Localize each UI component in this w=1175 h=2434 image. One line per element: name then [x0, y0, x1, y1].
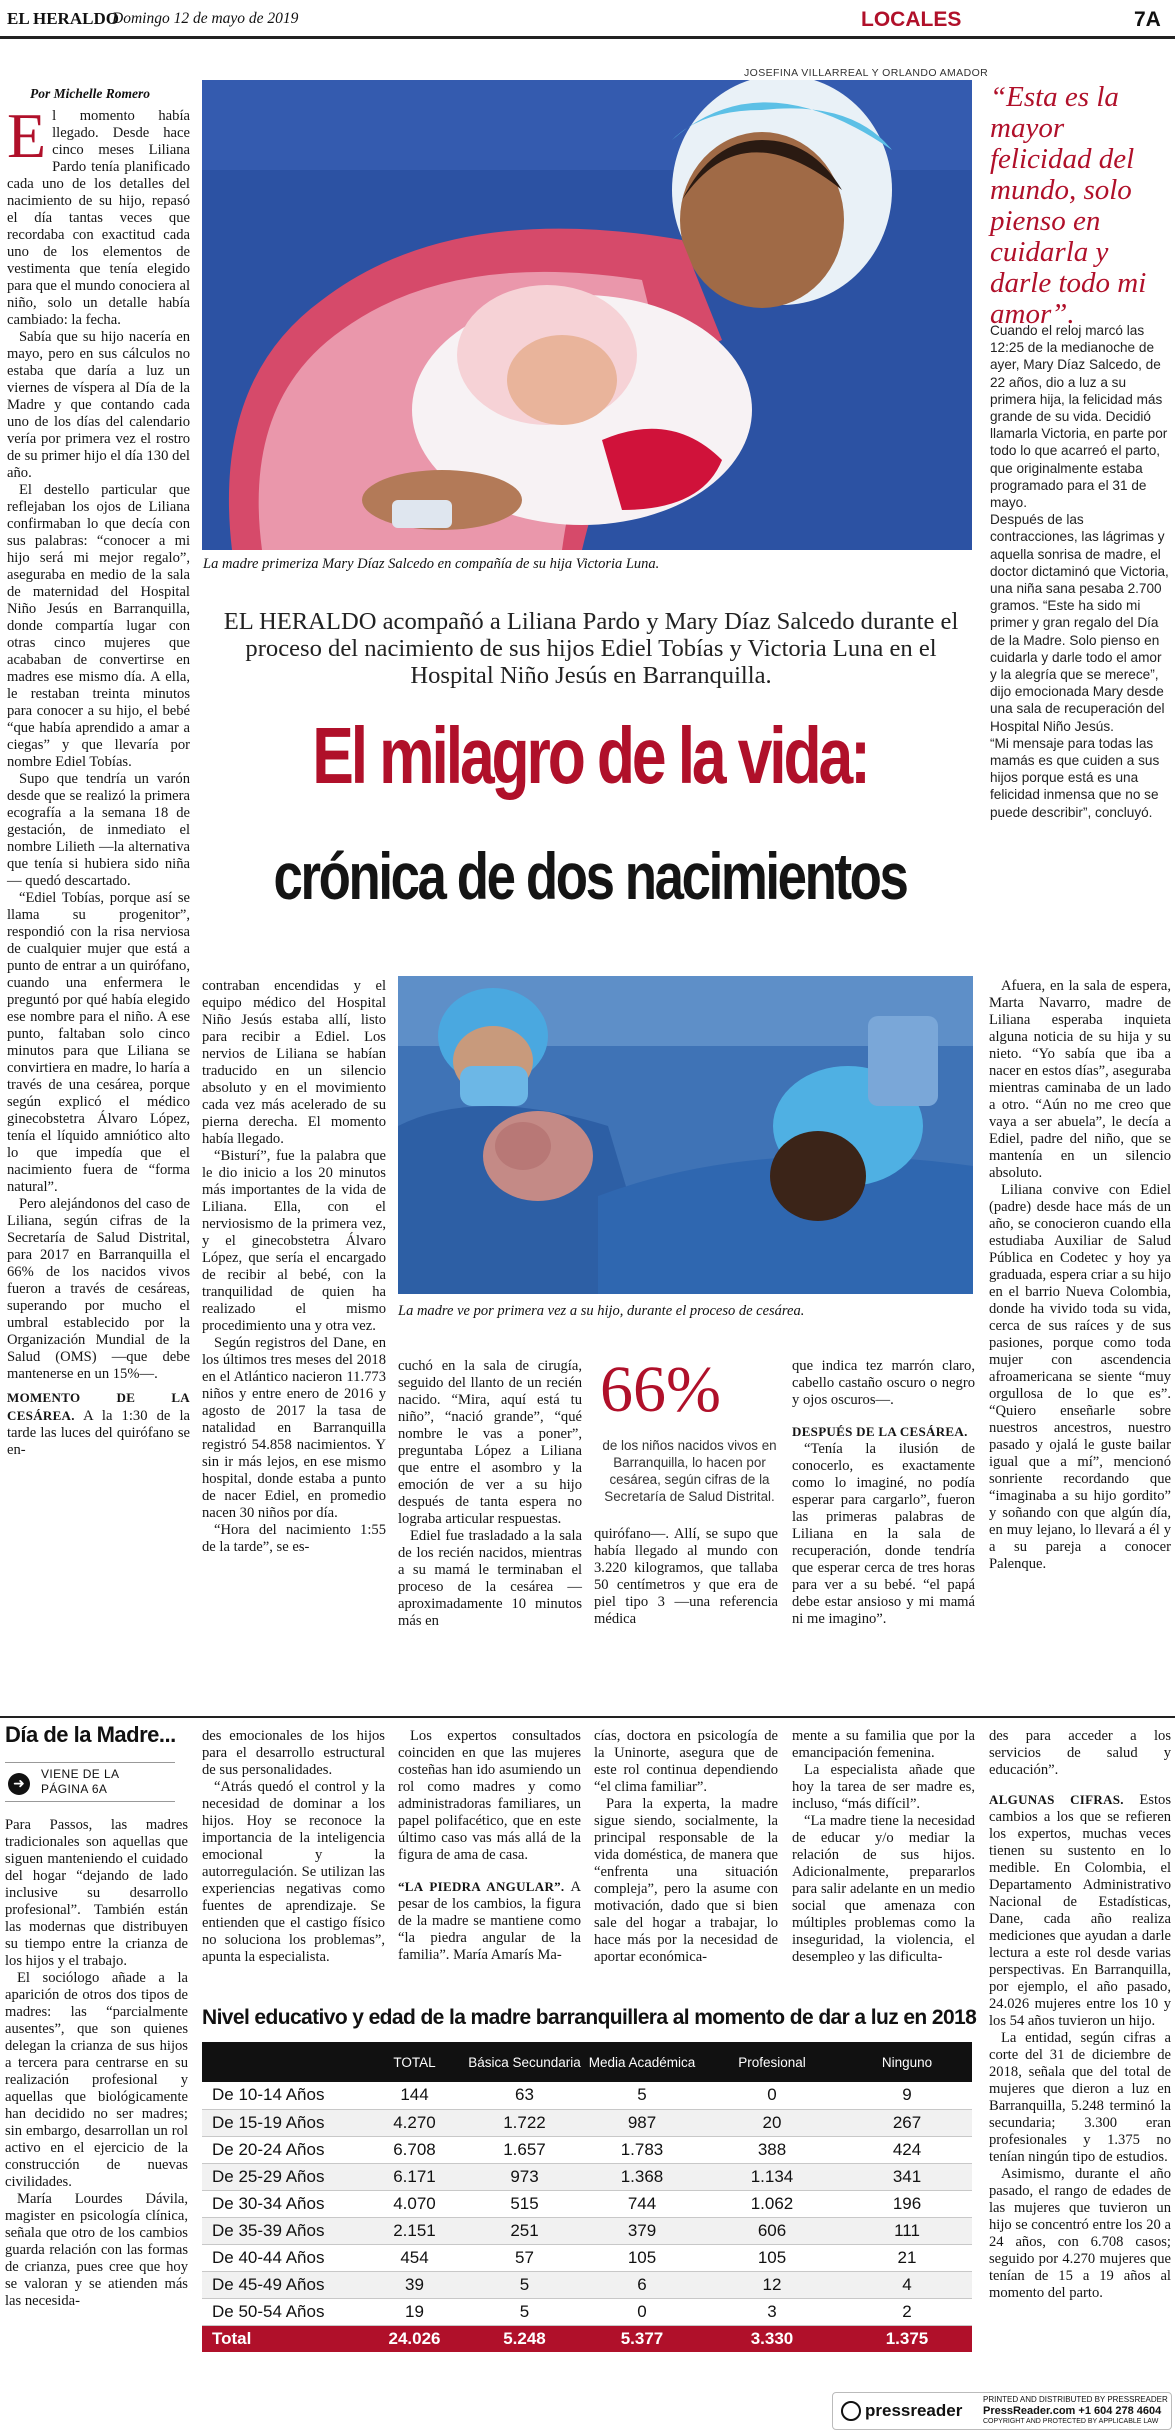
table-cell: 973	[467, 2163, 582, 2190]
table-row	[202, 2109, 972, 2136]
paragraph: Para Passos, las madres tradicionales son aquellas que siguen manteniendo el cuidado del hogar “dejando de lado inclusive su desarrollo profesional”. También están las modernas que distribuyen su tiempo entre la crianza de los hijos y el trabajo.	[5, 1817, 188, 1969]
table-cell: De 45-49 Años	[202, 2271, 362, 2298]
paragraph: des para acceder a los servicios de salud y educación”.	[989, 1728, 1171, 1778]
table-total-cell: 5.248	[467, 2325, 582, 2352]
table-cell: 4	[842, 2271, 972, 2298]
table-cell: 1.368	[582, 2163, 702, 2190]
table-cell: 57	[467, 2244, 582, 2271]
table-column-header: Básica Secundaria	[467, 2042, 582, 2082]
table-cell: 5	[467, 2298, 582, 2325]
bottom-column-5	[792, 1728, 975, 1966]
paragraph: A pesar de los cambios, la figura de la madre se mantiene como “la piedra angular de la familia”. María Amarís Ma-	[398, 1879, 582, 1963]
paragraph: “Tenía la ilusión de conocerlo, es exactamente como lo imaginé, no podía esperar para cargarlo”, fueron las primeras palabras de Liliana en la sala de recuperación, donde tendría que esperar cerca de tres horas para ver a su bebé. “el papá debe estar ansioso y mi mamá ni me imagino”.	[792, 1441, 975, 1627]
table-cell: 0	[582, 2298, 702, 2325]
table-cell: De 20-24 Años	[202, 2136, 362, 2163]
table-column-header: Ninguno	[842, 2042, 972, 2082]
table-cell: 6	[582, 2271, 702, 2298]
table-column-header	[202, 2042, 362, 2082]
footer-line-3: COPYRIGHT AND PROTECTED BY APPLICABLE LAW	[983, 2418, 1159, 2425]
side-story	[990, 322, 1170, 821]
table-cell: 63	[467, 2082, 582, 2109]
article-column-1	[7, 100, 190, 1673]
paragraph: quirófano—. Allí, se supo que había llegado al mundo con 3.220 kilogramos, que tallaba 50 centímetros y que era de piel tipo 3 —una referencia médica	[594, 1526, 778, 1627]
table-row	[202, 2082, 972, 2109]
table-cell: 6.708	[362, 2136, 467, 2163]
paragraph: La entidad, según cifras a corte del 31 de diciembre de 2018, señala que del total de mujeres que dieron a luz en Barranquilla, 5.248 terminó la secundaria; 3.300 eran profesionales y 1.375 no tenían ningún tipo de estudios.	[989, 2030, 1171, 2165]
table-title: Nivel educativo y edad de la madre barranquillera al momento de dar a luz en 2018	[202, 2006, 977, 2029]
paragraph: Ediel fue trasladado a la sala de los recién nacidos, mientras a su mamá le terminaban el proceso de la cesárea —aproximadamente 10 minutos más en	[398, 1528, 582, 1629]
table-cell: 606	[702, 2217, 842, 2244]
paragraph: El sociólogo añade a la aparición de otros dos tipos de madres: las “parcialmente ausentes”, que son quienes delegan la crianza de sus hijos a tercera para centrarse en su realización profesional y aquellas que biológicamente han decidido no ser madres; sin embargo, desarrollan un rol activo en el ejercicio de la construcción de nuevas civilidades.	[5, 1970, 188, 2190]
stat-value: 66%	[600, 1353, 721, 1426]
table-row	[202, 2136, 972, 2163]
table-cell: 105	[702, 2244, 842, 2271]
page-header	[0, 0, 1175, 40]
table-cell: De 10-14 Años	[202, 2082, 362, 2109]
table-cell: 39	[362, 2271, 467, 2298]
article-column-2	[202, 978, 386, 1556]
section-name: LOCALES	[861, 8, 962, 31]
table-cell: 111	[842, 2217, 972, 2244]
byline: Por Michelle Romero	[30, 86, 150, 101]
paragraph: cuchó en la sala de cirugía, seguido del llanto de un recién nacido. “Mira, aquí está tu niño”, “nació grande”, “qué nombre le vas a poner”, preguntaba López a Liliana que entre el asombro y la emoción de ver a su hijo después de tanta espera no lograba articular respuestas.	[398, 1358, 582, 1527]
table-cell: 2	[842, 2298, 972, 2325]
paragraph: “Hora del nacimiento 1:55 de la tarde”, se es-	[202, 1522, 386, 1555]
pull-quote: “Esta es la mayor felicidad del mundo, solo pienso en cuidarla y darle todo mi amor”.	[990, 81, 1147, 330]
table-column-header: Media Académica	[582, 2042, 702, 2082]
subheading: ALGUNAS CIFRAS.	[989, 1792, 1124, 1807]
paragraph: “Atrás quedó el control y la necesidad de dominar a los hijos. Hoy se reconoce la importancia de la inteligencia emocional y la autorregulación. Se utilizan las experiencias negativas como fuentes de aprendizaje. Se entienden que el castigo físico no soluciona los problemas”, apunta la especialista.	[202, 1779, 385, 1965]
table-cell: 9	[842, 2082, 972, 2109]
table-cell: 21	[842, 2244, 972, 2271]
subheading: MOMENTO DE LA CESÁREA.	[7, 1390, 190, 1423]
paragraph: El destello particular que reflejaban los ojos de Liliana confirmaban lo que decía con sus palabras: “conocer a mi hijo será mi mejor regalo”, aseguraba en medio de la sala de maternidad del Hospital Niño Jesús en Barranquilla, donde compartía lugar con otras cinco mujeres que acababan de convertirse en madres ese mismo día. A ella, le restaban treinta minutos para conocer a su hijo, el bebé “que había aprendido a amar a ciegas” y que llevaría por nombre Ediel Tobías.	[7, 482, 190, 770]
table-cell: 454	[362, 2244, 467, 2271]
photo-credit: JOSEFINA VILLARREAL Y ORLANDO AMADOR	[744, 67, 989, 79]
drop-cap: E	[7, 100, 47, 171]
paragraph: Estos cambios a los que se refieren los expertos, muchas veces tienen su sustento en lo medible. En Colombia, el Departamento Administrativo Nacional de Estadísticas, Dane, cada año realiza mediciones que ayudan a darle lectura a este rol desde varias perspectivas. En Barranquilla, por ejemplo, el año pasado, 24.026 mujeres entre los 10 y los 54 años tuvieron un hijo.	[989, 1792, 1171, 2029]
paragraph: A la 1:30 de la tarde las luces del quirófano se en-	[7, 1408, 190, 1458]
table-total-cell: 5.377	[582, 2325, 702, 2352]
paragraph: Los expertos consultados coinciden en que las mujeres costeñas han ido asumiendo un rol como madres y como administradoras familiares, un papel polifacético, que en este último caso vas más allá de la figura de ama de casa.	[398, 1728, 581, 1863]
photo-illustration	[398, 976, 973, 1294]
pressreader-footer	[832, 2392, 1172, 2430]
table-cell: De 25-29 Años	[202, 2163, 362, 2190]
section-divider	[0, 1716, 1175, 1718]
header-rule	[0, 36, 1175, 39]
table-cell: De 15-19 Años	[202, 2109, 362, 2136]
table-cell: 515	[467, 2190, 582, 2217]
table-cell: 987	[582, 2109, 702, 2136]
pressreader-logo-icon	[841, 2401, 861, 2421]
table-cell: 341	[842, 2163, 972, 2190]
table-cell: 267	[842, 2109, 972, 2136]
table-cell: 3	[702, 2298, 842, 2325]
paragraph: “Ediel Tobías, porque así se llama su progenitor”, respondió con la risa nerviosa de cualquier mujer que está a punto de entrar a un quirófano, cuando una enfermera le preguntó por qué había elegido ese nombre para el niño. A ese punto, faltaban solo cinco minutos para que Liliana se convirtiera en madre, lo haría a través de una cesárea, porque según explicó el médico ginecobstetra Álvaro López, tenía el líquido amniótico alto lo que impedía que el nacimiento fuera de “forma natural”.	[7, 890, 190, 1195]
table-row	[202, 2163, 972, 2190]
paragraph: “La madre tiene la necesidad de educar y/o mediar la relación de sus hijos. Adicionalmente, prepararlos para salir adelante en un medio social que amenaza con múltiples problemas como la inseguridad, la violencia, el desempleo y las dificulta-	[792, 1813, 975, 1965]
table-cell: 19	[362, 2298, 467, 2325]
table-cell: 105	[582, 2244, 702, 2271]
issue-date: Domingo 12 de mayo de 2019	[112, 10, 299, 27]
paragraph: La especialista añade que hoy la tarea de ser madre es, incluso, “más difícil”.	[792, 1762, 975, 1812]
photo-mother-and-baby	[202, 80, 972, 550]
table-cell: De 50-54 Años	[202, 2298, 362, 2325]
table-total-cell: 24.026	[362, 2325, 467, 2352]
article-column-3	[398, 1358, 582, 1630]
paragraph: Para la experta, la madre sigue siendo, socialmente, la principal responsable de la vida doméstica, de manera que “enfrenta una situación compleja”, pero la asume con motivación, dado que si bien sale del hogar a trabajar, lo hace más por la necesidad de aportar económica-	[594, 1796, 778, 1965]
continued-from-link[interactable]	[5, 1762, 175, 1802]
table-cell: 379	[582, 2217, 702, 2244]
paragraph: que indica tez marrón claro, cabello castaño oscuro o negro y ojos oscuros—.	[792, 1358, 975, 1408]
table-cell: 2.151	[362, 2217, 467, 2244]
table-row	[202, 2298, 972, 2325]
page-number: 7A	[1134, 8, 1161, 31]
photo-caption: La madre ve por primera vez a su hijo, durante el proceso de cesárea.	[398, 1303, 805, 1319]
table-cell: 388	[702, 2136, 842, 2163]
paragraph: María Lourdes Dávila, magister en psicología clínica, señala que otro de los cambios guarda relación con las formas de crianza, pues cree que hoy se valoran y se atienden más las necesida-	[5, 2191, 188, 2309]
bottom-column-6	[989, 1728, 1171, 2302]
table-cell: 744	[582, 2190, 702, 2217]
subheading: “LA PIEDRA ANGULAR”.	[398, 1879, 565, 1894]
paragraph: mente a su familia que por la emancipación femenina.	[792, 1728, 975, 1761]
table-header-row	[202, 2042, 972, 2082]
table-cell: 20	[702, 2109, 842, 2136]
table-row	[202, 2271, 972, 2298]
table-total-cell: Total	[202, 2325, 362, 2352]
table-cell: 1.657	[467, 2136, 582, 2163]
table-cell: 1.783	[582, 2136, 702, 2163]
table-cell: 1.722	[467, 2109, 582, 2136]
paragraph: Cuando el reloj marcó las 12:25 de la medianoche de ayer, Mary Díaz Salcedo, de 22 años, dio a luz a su primera hija, la felicidad más grande de su vida. Decidió llamarla Victoria, en parte por todo lo que acarreó el parto, que originalmente estaba programado para el 31 de mayo.	[990, 323, 1168, 511]
table-cell: 144	[362, 2082, 467, 2109]
table-cell: 0	[702, 2082, 842, 2109]
table-cell: De 30-34 Años	[202, 2190, 362, 2217]
continued-article-title: Día de la Madre...	[5, 1722, 176, 1747]
paragraph: Sabía que su hijo nacería en mayo, pero en sus cálculos no estaba que daría a luz un viernes de víspera al Día de la Madre y que contando cada uno de los días del calendario vería por primera vez el rostro de su primer hijo el día 130 del año.	[7, 329, 190, 481]
table-column-header: Profesional	[702, 2042, 842, 2082]
paragraph: Supo que tendría un varón desde que se realizó la primera ecografía a la semana 18 de gestación, de inmediato el nombre Lilieth —la alternativa que tenía si hubiera sido niña— quedó descartado.	[7, 771, 190, 889]
table-total-cell: 3.330	[702, 2325, 842, 2352]
paragraph: Asimismo, durante el año pasado, el rango de edades de las mujeres que tuvieron un hijo se concentró entre los 20 a 24 años, con 6.708 casos; seguido por 4.270 mujeres que tenían de 15 a 19 años al momento del parto.	[989, 2166, 1171, 2301]
bottom-column-2	[202, 1728, 385, 1966]
paragraph: Afuera, en la sala de espera, Marta Navarro, madre de Liliana esperaba inquieta alguna noticia de su hija y su nieto. “Yo sabía que iba a nacer en estos días”, aseguraba mientras caminaba de un lado a otro. “Aún no me creo que vaya a ser abuela”, le decía a Ediel, padre del niño, que se mantenía en un silencio absoluto.	[989, 978, 1171, 1181]
paragraph: Según registros del Dane, en los últimos tres meses del 2018 en el Atlántico nacieron 11.773 niños y entre enero de 2016 y agosto de 2017 la tasa de natalidad en Barranquilla registró 54.858 nacimientos. Y sin ir más lejos, en ese mismo hospital, donde estaba a punto de nacer Ediel, en promedio nacen 30 niños por día.	[202, 1335, 386, 1521]
table-cell: 5	[582, 2082, 702, 2109]
headline-line-1: El milagro de la vida:	[312, 711, 868, 800]
photo-cesarean	[398, 976, 973, 1294]
education-age-table	[202, 2042, 972, 2352]
table-cell: De 40-44 Años	[202, 2244, 362, 2271]
table-cell: 6.171	[362, 2163, 467, 2190]
table-row	[202, 2190, 972, 2217]
article-column-5	[792, 1358, 975, 1628]
stat-description: de los niños nacidos vivos en Barranquilla, lo hacen por cesárea, según cifras de la Secretaría de Salud Distrital.	[602, 1438, 777, 1504]
table-row	[202, 2244, 972, 2271]
bottom-column-3	[398, 1728, 581, 1964]
footer-line-1: PRINTED AND DISTRIBUTED BY PRESSREADER	[983, 2395, 1168, 2404]
data-table	[202, 2042, 972, 2352]
table-total-cell: 1.375	[842, 2325, 972, 2352]
arrow-right-icon: ➜	[8, 1773, 30, 1795]
article-column-6	[989, 978, 1171, 1573]
table-cell: 4.070	[362, 2190, 467, 2217]
table-cell: 4.270	[362, 2109, 467, 2136]
table-cell: 1.062	[702, 2190, 842, 2217]
paragraph: “Bisturí”, fue la palabra que le dio inicio a los 20 minutos más importantes de la vida de Liliana. Ella, con el nerviosismo de la primera vez, y el ginecobstetra Álvaro López, que sería el encargado de recibir al bebé, con la tranquilidad de quien ha realizado el mismo procedimiento una y otra vez.	[202, 1148, 386, 1334]
paragraph: contraban encendidas y el equipo médico del Hospital Niño Jesús estaba allí, listo para recibir a Ediel. Los nervios de Liliana se habían traducido en un silencio absoluto y en el movimiento cada vez más acelerado de su pierna derecha. El momento había llegado.	[202, 978, 386, 1147]
bottom-column-1	[5, 1817, 188, 2310]
article-deck: EL HERALDO acompañó a Liliana Pardo y Mary Díaz Salcedo durante el proceso del nacimiento de sus hijos Ediel Tobías y Victoria Luna en el Hospital Niño Jesús en Barranquilla.	[223, 608, 959, 689]
table-row	[202, 2217, 972, 2244]
table-cell: 424	[842, 2136, 972, 2163]
paragraph: Pero alejándonos del caso de Liliana, según cifras de la Secretaría de Salud Distrital, para 2017 en Barranquilla el 66% de los nacidos vivos fueron a través de cesáreas, superando por mucho el umbral establecido por la Organización Mundial de la Salud (OMS) —que debe mantenerse en un 15%—.	[7, 1196, 190, 1382]
paragraph: Después de las contracciones, las lágrimas y aquella sonrisa de madre, el doctor dictaminó que Victoria, una niña sana pesaba 2.700 gramos. “Este ha sido mi primer y gran regalo del Día de la Madre. Solo pienso en cuidarla y darle todo el amor y la alegría que se merece”, dijo emocionada Mary desde una sala de recuperación del Hospital Niño Jesús.	[990, 512, 1169, 734]
subheading: DESPUÉS DE LA CESÁREA.	[792, 1424, 968, 1439]
table-cell: De 35-39 Años	[202, 2217, 362, 2244]
bottom-column-4	[594, 1728, 778, 1966]
paragraph: Liliana convive con Ediel (padre) desde hace más de un año, se conocieron cuando ella estudiaba Auxiliar de Salud Pública en Codetec y hoy ya graduada, espera criar a su hijo en el barrio Nueva Colombia, donde ha vivido toda su vida, cerca de sus raíces y de sus pasiones, porque como toda mujer con ascendencia afroamericana se siente “muy orgullosa de lo que es”. “Quiero enseñarle sobre nuestros ancestros, nuestro pasado y ojalá le guste bailar igual que a mí”, mencionó sonriente recordando que “imaginaba a su hijo gordito” y soñando con que algún día, en muy lejano, lo llevará a él y a su pareja a conocer Palenque.	[989, 1182, 1171, 1572]
table-cell: 1.134	[702, 2163, 842, 2190]
footer-line-2: PressReader.com +1 604 278 4604	[983, 2405, 1162, 2417]
paragraph: des emocionales de los hijos para el desarrollo estructural de sus personalidades.	[202, 1728, 385, 1778]
article-column-4	[594, 1526, 778, 1628]
paragraph: “Mi mensaje para todas las mamás es que cuiden a sus hijos porque está es una felicidad inmensa que no se puede describir”, concluyó.	[990, 735, 1160, 820]
photo-illustration	[202, 80, 972, 550]
continued-from-label: VIENE DE LA PÁGINA 6A	[41, 1767, 119, 1796]
photo-caption: La madre primeriza Mary Díaz Salcedo en compañía de su hija Victoria Luna.	[203, 556, 660, 572]
table-cell: 196	[842, 2190, 972, 2217]
pressreader-brand: pressreader	[865, 2401, 963, 2420]
table-total-row	[202, 2325, 972, 2352]
paragraph: l momento había llegado. Desde hace cinco meses Liliana Pardo tenía planificado cada uno de los detalles del nacimiento de su hijo, repasó el día tantas veces que recordaba con exactitud cada uno de los elementos de vestimenta que tenía elegido para que el mundo conociera al niño, solo un detalle había cambiado: la fecha.	[7, 108, 190, 328]
table-cell: 251	[467, 2217, 582, 2244]
table-cell: 12	[702, 2271, 842, 2298]
paragraph: cías, doctora en psicología de la Uninorte, asegura que de este rol continua dependiendo “el clima familiar”.	[594, 1728, 778, 1795]
table-column-header: TOTAL	[362, 2042, 467, 2082]
table-cell: 5	[467, 2271, 582, 2298]
headline-line-2: crónica de dos nacimientos	[273, 839, 907, 913]
masthead-name: EL HERALDO	[7, 9, 119, 28]
